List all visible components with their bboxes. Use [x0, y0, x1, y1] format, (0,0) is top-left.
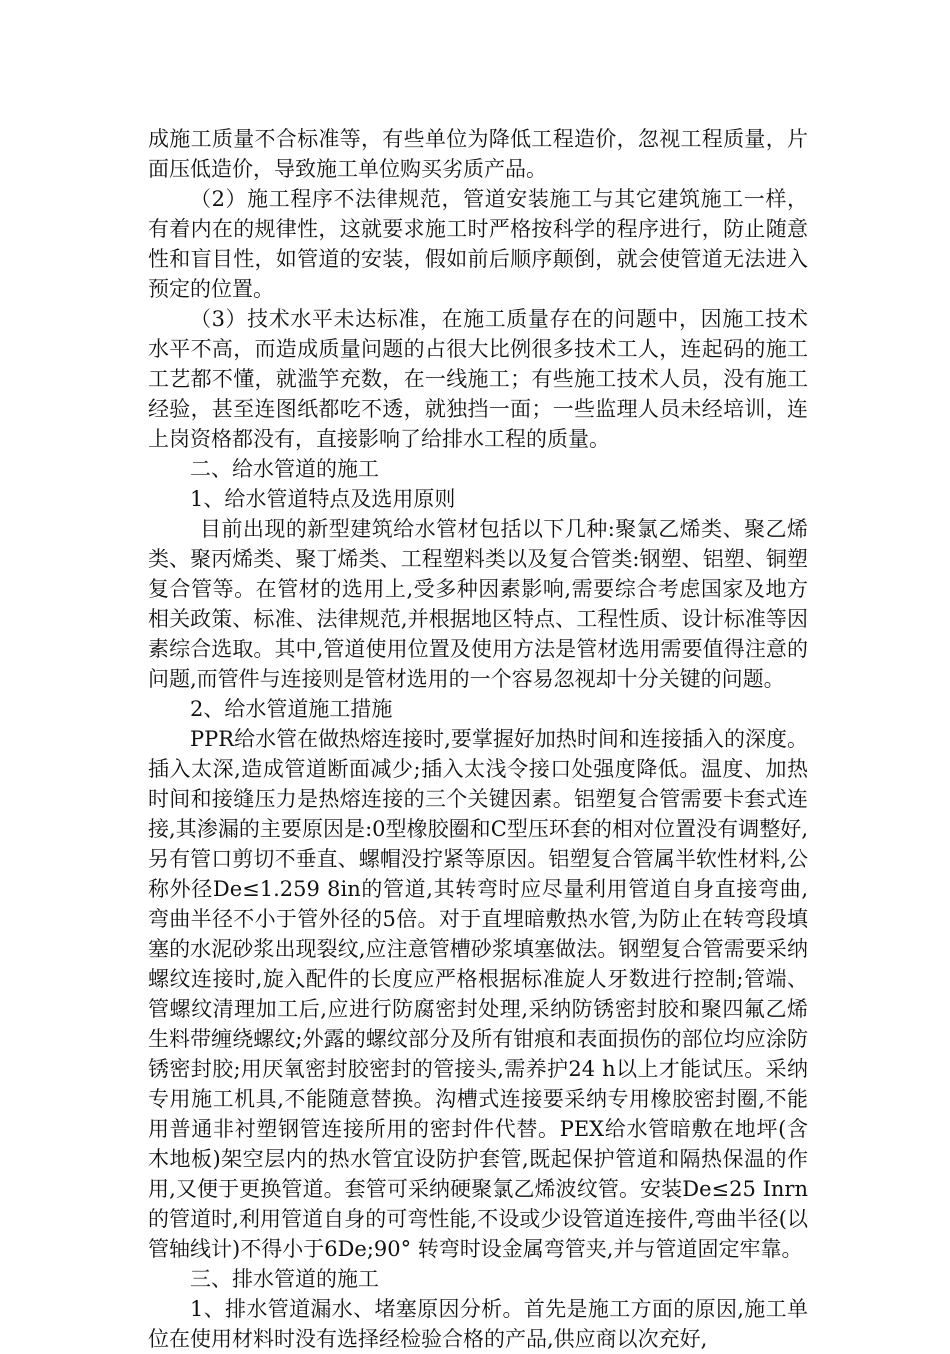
paragraph-pipe-materials: 目前出现的新型建筑给水管材包括以下几种:聚氯乙烯类、聚乙烯类、聚丙烯类、聚丁烯类、工程塑料类以及复合管类:钢塑、铝塑、铜塑复合管等。在管材的选用上,受多种因素影响,需要综合考虑国家及地方相关政策、标准、法律规范,并根据地区特点、工程性质、设计标准等因素综合选取。其中,管道使用位置及使用方法是管材选用需要值得注意的问题,而管件与连接则是管材选用的一个容易忽视却十分关键的问题。 — [148, 517, 808, 691]
paragraph-drainage-analysis: 1、排水管道漏水、堵塞原因分析。首先是施工方面的原因,施工单位在使用材料时没有选择经检验合格的产品,供应商以次充好, — [148, 1297, 808, 1351]
section-heading-2: 二、给水管道的施工 — [190, 457, 379, 481]
paragraph-continuation: 成施工质量不合标准等，有些单位为降低工程造价，忽视工程质量，片面压低造价，导致施工单位购买劣质产品。 — [148, 127, 808, 181]
paragraph-item-2: （2）施工程序不法律规范，管道安装施工与其它建筑施工一样，有着内在的规律性，这就要求施工时严格按科学的程序进行，防止随意性和盲目性，如管道的安装，假如前后顺序颠倒，就会使管道无法进入预定的位置。 — [148, 187, 808, 301]
section-heading-3: 三、排水管道的施工 — [190, 1267, 379, 1291]
document-body — [148, 124, 808, 1354]
subsection-heading-2-1: 1、给水管道特点及选用原则 — [190, 487, 456, 511]
subsection-heading-2-2: 2、给水管道施工措施 — [190, 697, 393, 721]
paragraph-construction-measures: PPR给水管在做热熔连接时,要掌握好加热时间和连接插入的深度。插入太深,造成管道断面减少;插入太浅令接口处强度降低。温度、加热时间和接缝压力是热熔连接的三个关键因素。铝塑复合管需要卡套式连接,其渗漏的主要原因是:0型橡胶圈和C型压环套的相对位置没有调整好,另有管口剪切不垂直、螺帽没拧紧等原因。铝塑复合管属半软性材料,公称外径De≤1.259 8in的管道,其转弯时应尽量利用管道自身直接弯曲,弯曲半径不小于管外径的5倍。对于直埋暗敷热水管,为防止在转弯段填塞的水泥砂浆出现裂纹,应注意管槽砂浆填塞做法。钢塑复合管需要采纳螺纹连接时,旋入配件的长度应严格根据标准旋人牙数进行控制;管端、管螺纹清理加工后,应进行防腐密封处理,采纳防锈密封胶和聚四氟乙烯生料带缠绕螺纹;外露的螺纹部分及所有钳痕和表面损伤的部位均应涂防锈密封胶;用厌氧密封胶密封的管接头,需养护24 h以上才能试压。采纳专用施工机具,不能随意替换。沟槽式连接要采纳专用橡胶密封圈,不能用普通非衬塑钢管连接所用的密封件代替。PEX给水管暗敷在地坪(含木地板)架空层内的热水管宜设防护套管,既起保护管道和隔热保温的作用,又便于更换管道。套管可采纳硬聚氯乙烯波纹管。安装De≤25 Inrn的管道时,利用管道自身的可弯性能,不设或少设管道连接件,弯曲半径(以管轴线计)不得小于6De;90° 转弯时设金属弯管夹,并与管道固定牢靠。 — [148, 727, 808, 1261]
paragraph-item-3: （3）技术水平未达标准，在施工质量存在的问题中，因施工技术水平不高，而造成质量问题的占很大比例很多技术工人，连起码的施工工艺都不懂，就滥竽充数，在一线施工；有些施工技术人员，没有施工经验，甚至连图纸都吃不透，就独挡一面；一些监理人员未经培训，连上岗资格都没有，直接影响了给排水工程的质量。 — [148, 307, 808, 451]
